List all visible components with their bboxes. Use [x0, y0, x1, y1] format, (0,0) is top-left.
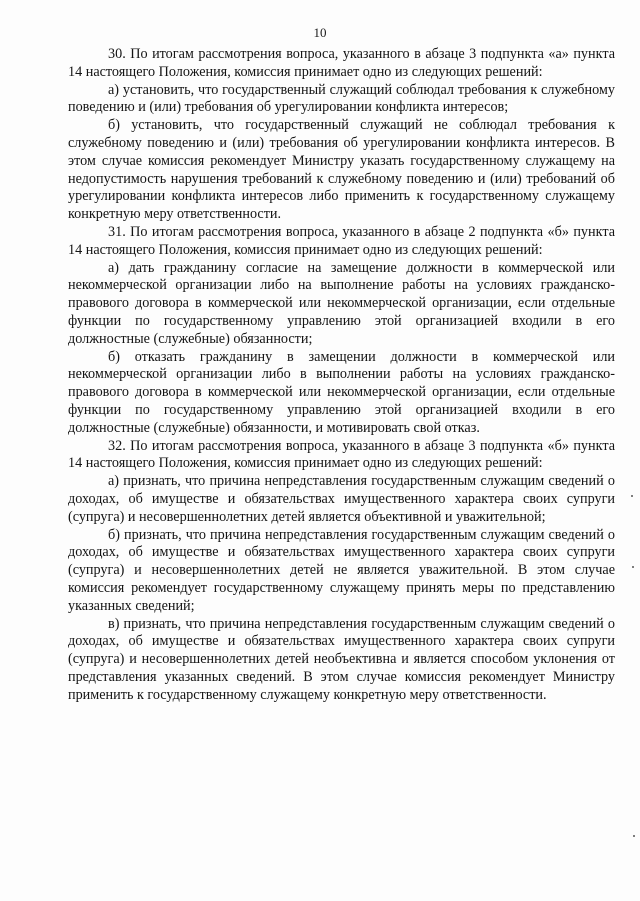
paragraph-31-b: б) отказать гражданину в замещении должности в коммерческой или некоммерческой организации либо в выполнении работы на условиях гражданско-правового договора в коммерческой или некоммерческой организации, если отдельные функции по государственному управлению этой организацией входили в его должностные (служебные) обязанности, и мотивировать свой отказ.: [68, 348, 615, 436]
paragraph-30-b: б) установить, что государственный служащий не соблюдал требования к служебному поведению и (или) требования об урегулировании конфликта интересов. В этом случае комиссия рекомендует Министру указать государственному служащему на недопустимость нарушения требований к служебному поведению и (или) требований об урегулировании конфликта интересов либо применить к государственному служащему конкретную меру ответственности.: [68, 117, 615, 223]
paragraph-32-c: в) признать, что причина непредставления государственным служащим сведений о доходах, об имуществе и обязательствах имущественного характера своих супруги (супруга) и несовершеннолетних детей необъективна и является способом уклонения от представления указанных сведений. В этом случае комиссия рекомендует Министру применить к государственному служащему конкретную меру ответственности.: [68, 615, 615, 703]
paragraph-31: 31. По итогам рассмотрения вопроса, указанного в абзаце 2 подпункта «б» пункта 14 настоящего Положения, комиссия принимает одно из следующих решений:: [68, 223, 615, 258]
paragraph-30: 30. По итогам рассмотрения вопроса, указанного в абзаце 3 подпункта «а» пункта 14 настоящего Положения, комиссия принимает одно из следующих решений:: [68, 46, 615, 80]
paragraph-32: 32. По итогам рассмотрения вопроса, указанного в абзаце 3 подпункта «б» пункта 14 настоящего Положения, комиссия принимает одно из следующих решений:: [68, 437, 615, 472]
paragraph-30-a: а) установить, что государственный служащий соблюдал требования к служебному поведению и (или) требования об урегулировании конфликта интересов;: [68, 81, 615, 116]
paragraph-32-a: а) признать, что причина непредставления государственным служащим сведений о доходах, об имуществе и обязательствах имущественного характера своих супруги (супруга) и несовершеннолетних детей является объективной и уважительной;: [68, 473, 615, 525]
page-number: 10: [313, 25, 327, 40]
document-body: [68, 46, 615, 704]
scan-speck: [631, 495, 633, 497]
paragraph-31-a: а) дать гражданину согласие на замещение должности в коммерческой или некоммерческой организации либо на выполнение работы на условиях гражданско-правового договора в коммерческой или некоммерческой организации, если отдельные функции по государственному управлению этой организацией входили в его должностные (служебные) обязанности;: [68, 259, 615, 347]
scan-speck: [633, 835, 635, 837]
paragraph-32-b: б) признать, что причина непредставления государственным служащим сведений о доходах, об имуществе и обязательствах имущественного характера своих супруги (супруга) и несовершеннолетних детей не является уважительной. В этом случае комиссия рекомендует государственному служащему принять меры по представлению указанных сведений;: [68, 526, 615, 614]
scan-speck: [632, 566, 634, 568]
